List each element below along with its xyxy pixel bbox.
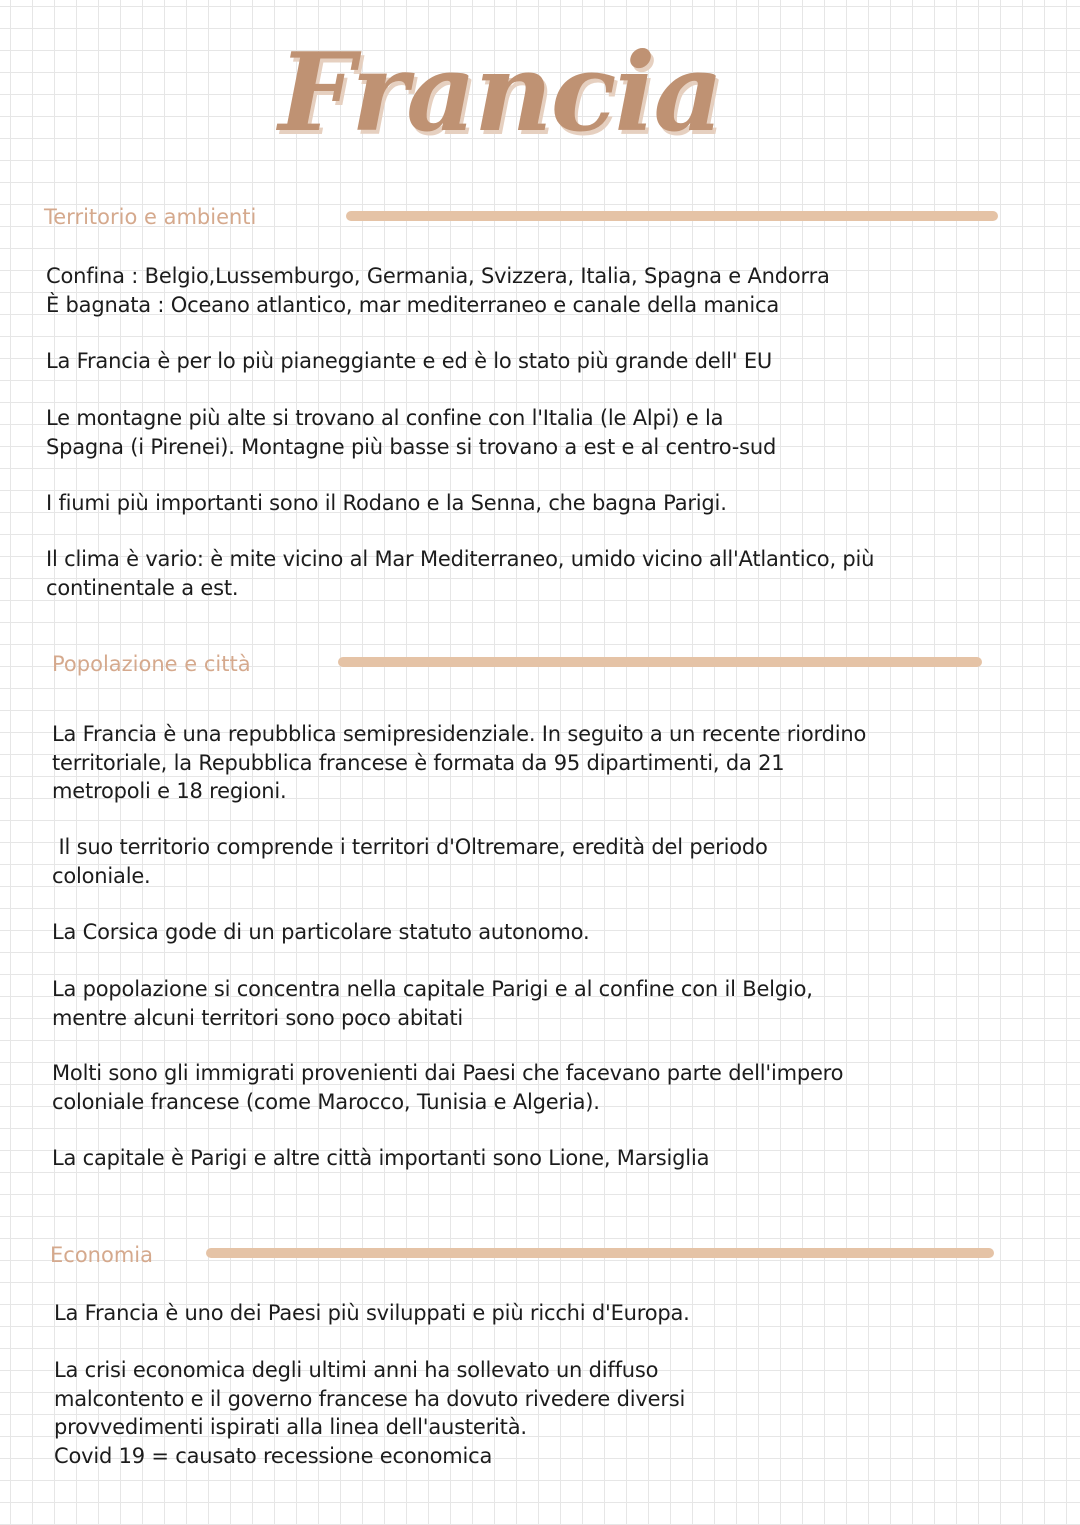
text-line: provvedimenti ispirati alla linea dell'austerità. (54, 1415, 527, 1439)
text-line: I fiumi più importanti sono il Rodano e la Senna, che bagna Parigi. (46, 491, 727, 515)
text-line: metropoli e 18 regioni. (52, 779, 287, 803)
text-line: territoriale, la Repubblica francese è formata da 95 dipartimenti, da 21 (52, 750, 785, 775)
text-line: Il suo territorio comprende i territori d'Oltremare, eredità del periodo (52, 835, 768, 859)
text-line: Molti sono gli immigrati provenienti dai Paesi che facevano parte dell'impero (52, 1061, 844, 1085)
paragraph (52, 918, 589, 947)
section-divider (346, 211, 998, 221)
text-line: mentre alcuni territori sono poco abitati (52, 1005, 464, 1030)
text-line: malcontento e il governo francese ha dovuto rivedere diversi (54, 1386, 686, 1411)
section-heading-economia: Economia (50, 1243, 153, 1267)
text-line: La capitale è Parigi e altre città importanti sono Lione, Marsiglia (52, 1146, 710, 1170)
paragraph (52, 1059, 843, 1116)
text-line: Confina : Belgio,Lussemburgo, Germania, Svizzera, Italia, Spagna e Andorra (46, 264, 830, 288)
paragraph (46, 545, 874, 602)
text-line: continentale a est. (46, 575, 239, 600)
text-line: coloniale francese (come Marocco, Tunisia e Algeria). (52, 1089, 600, 1114)
text-line: Spagna (i Pirenei). Montagne più basse si trovano a est e al centro-sud (46, 434, 777, 459)
text-line: La Francia è una repubblica semipresidenziale. In seguito a un recente riordino (52, 722, 867, 746)
paragraph (52, 720, 866, 806)
paragraph (52, 975, 813, 1032)
text-line: La crisi economica degli ultimi anni ha sollevato un diffuso (54, 1358, 659, 1382)
section-divider (338, 657, 982, 667)
paragraph (54, 1356, 685, 1470)
text-line: Le montagne più alte si trovano al confine con l'Italia (le Alpi) e la (46, 406, 724, 430)
text-line: Covid 19 = causato recessione economica (54, 1443, 493, 1468)
section-heading-popolazione: Popolazione e città (52, 652, 251, 676)
paragraph (54, 1299, 690, 1328)
section-divider (206, 1248, 994, 1258)
text-line: coloniale. (52, 863, 151, 888)
paragraph (52, 1144, 709, 1173)
paragraph (52, 833, 768, 890)
section-heading-territorio: Territorio e ambienti (44, 205, 257, 229)
text-line: La Corsica gode di un particolare statuto autonomo. (52, 920, 590, 944)
text-line: La Francia è per lo più pianeggiante e ed è lo stato più grande dell' EU (46, 349, 773, 373)
text-line: Il clima è vario: è mite vicino al Mar Mediterraneo, umido vicino all'Atlantico, più (46, 547, 875, 571)
text-line: La Francia è uno dei Paesi più sviluppati e più ricchi d'Europa. (54, 1301, 690, 1325)
text-line: La popolazione si concentra nella capitale Parigi e al confine con il Belgio, (52, 977, 813, 1001)
paragraph (46, 347, 772, 376)
paragraph (46, 262, 830, 319)
paragraph (46, 489, 727, 518)
text-line: È bagnata : Oceano atlantico, mar mediterraneo e canale della manica (46, 292, 780, 317)
page-title: Francia (278, 30, 722, 156)
paragraph (46, 404, 776, 461)
